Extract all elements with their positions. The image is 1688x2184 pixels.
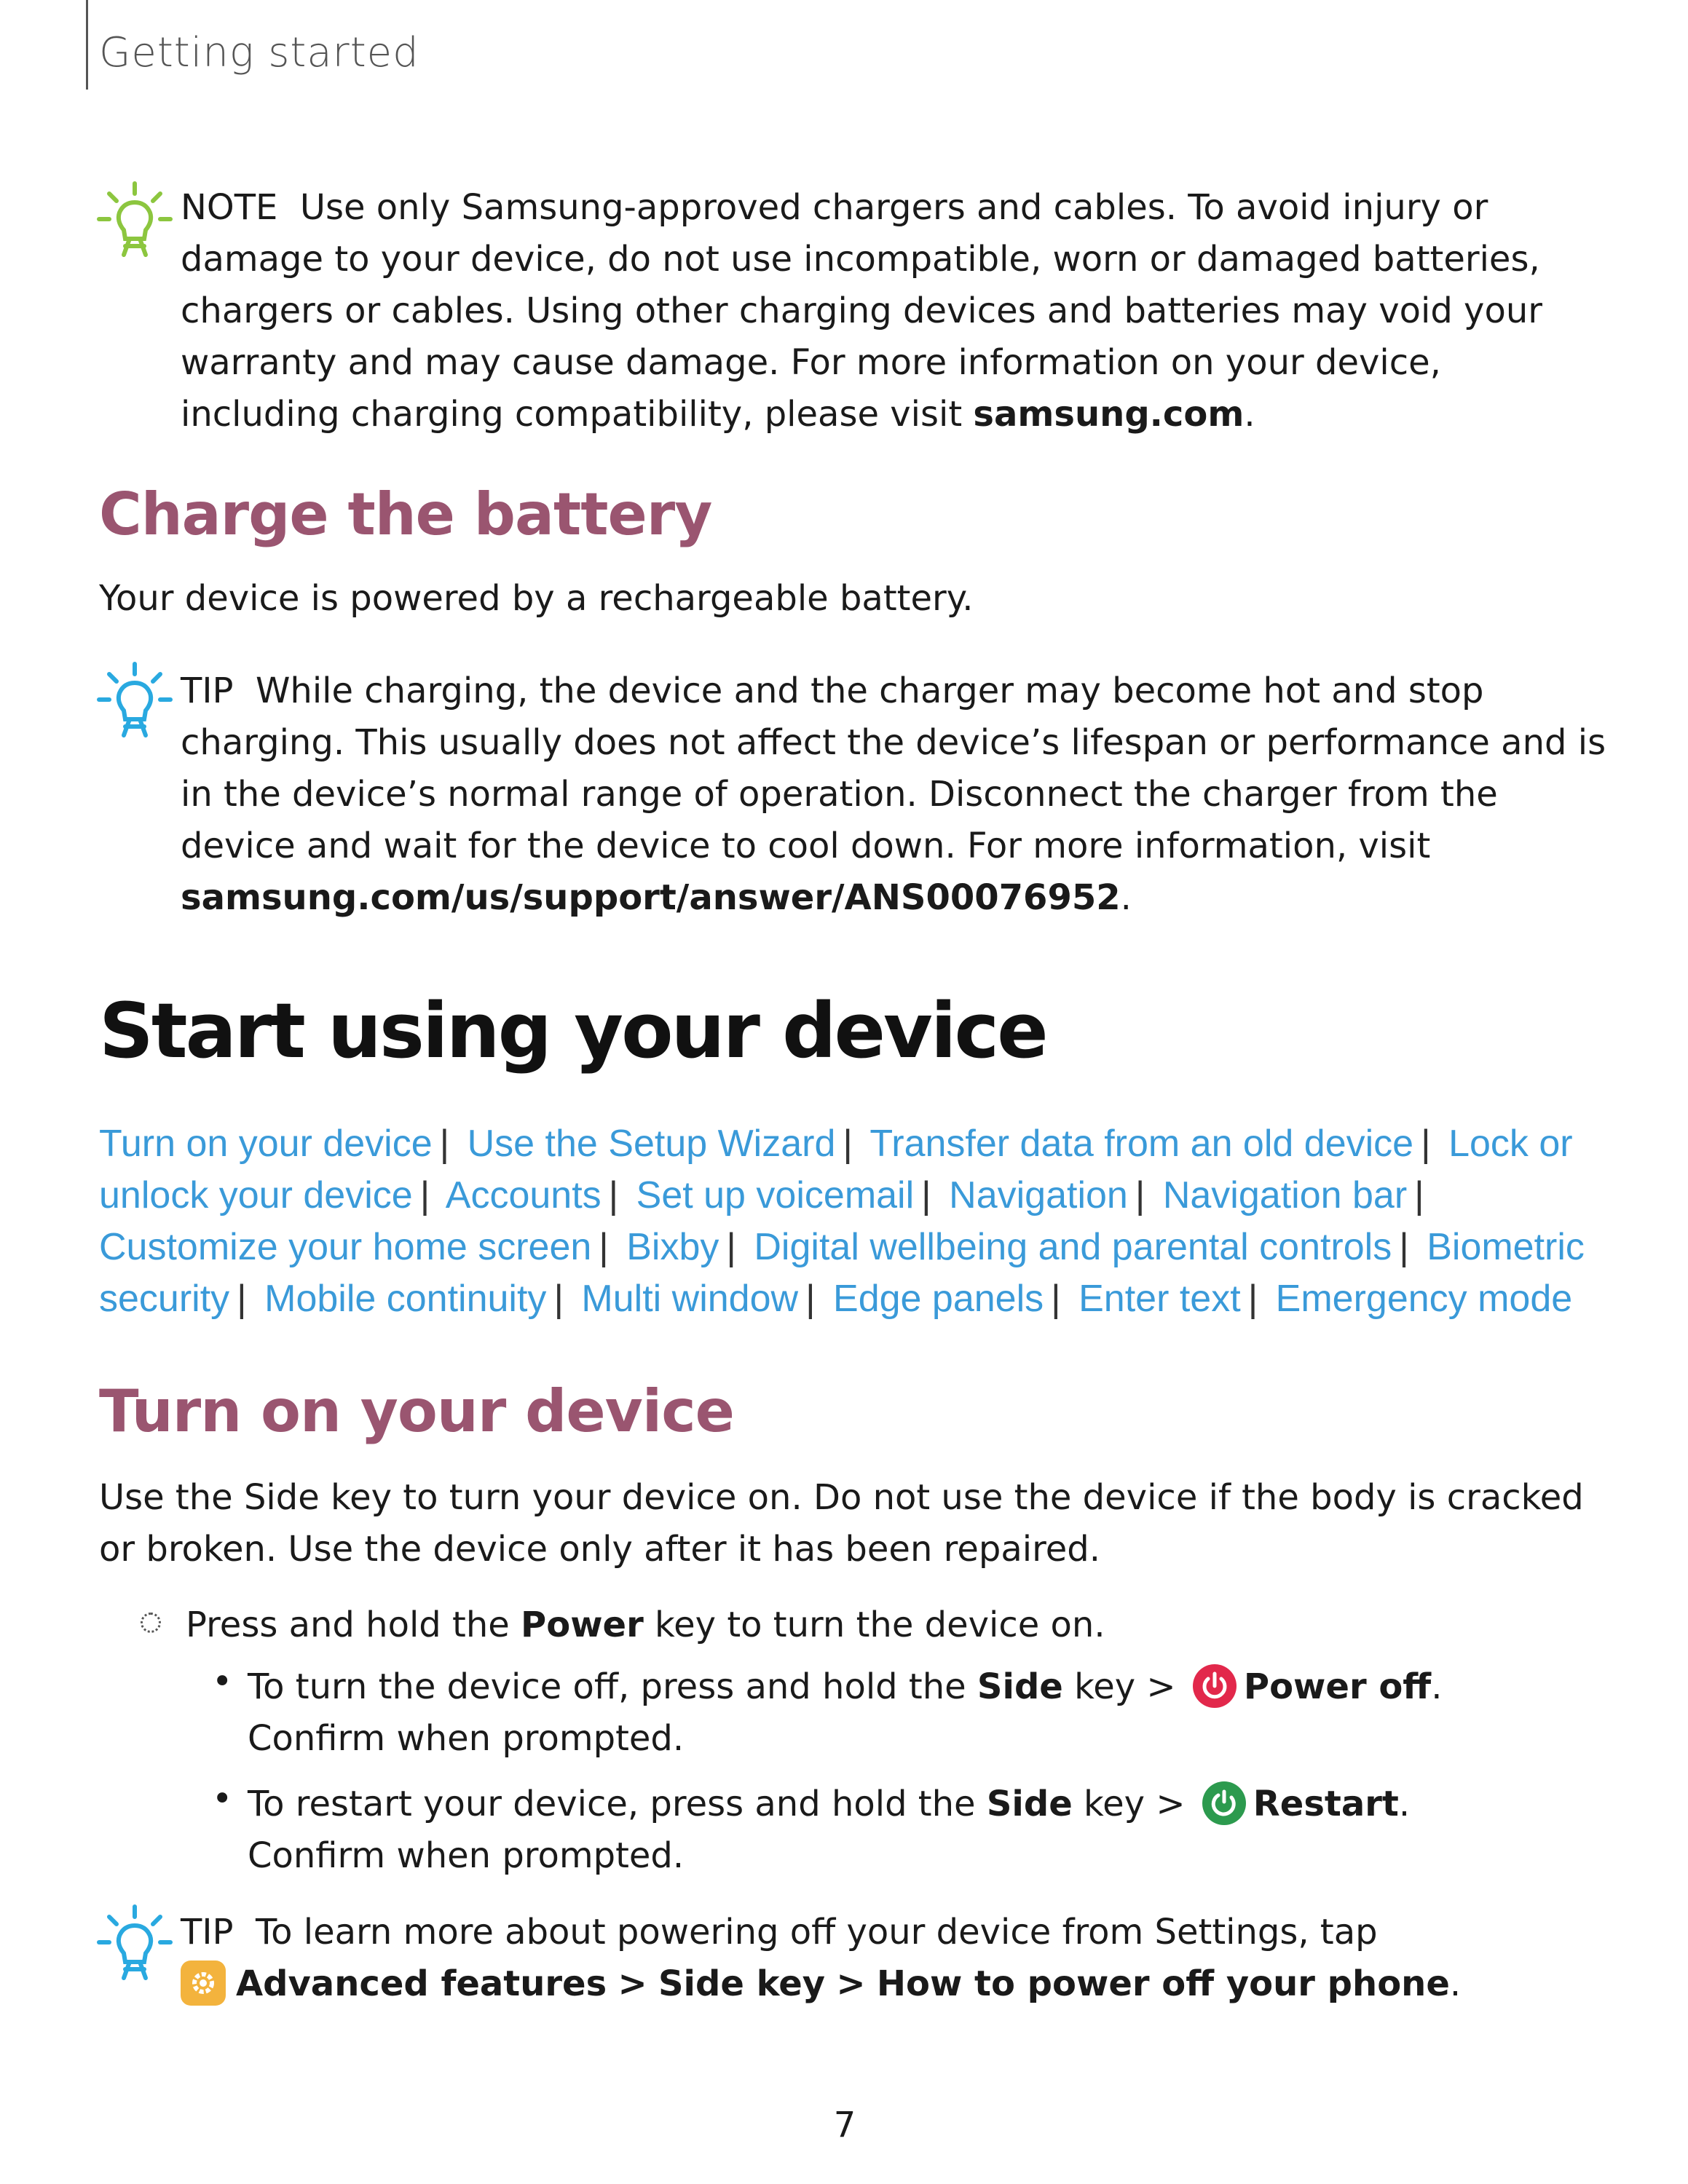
link-navigation[interactable]: Navigation [949,1174,1128,1216]
lightbulb-tip-icon [95,660,175,740]
bullet2-pre: To restart your device, press and hold the [248,1784,976,1824]
tip2-end: . [1449,1963,1462,2004]
bullet-dot: • [212,1661,233,1702]
note-end: . [1244,394,1255,435]
settings-gear-icon [181,1961,226,2006]
link-accounts[interactable]: Accounts [445,1174,602,1216]
tip-end: . [1120,877,1132,918]
advanced-features-label: Advanced features [236,1963,607,2004]
path-separator: > [836,1963,866,2004]
link-mobile-continuity[interactable]: Mobile continuity [264,1278,547,1320]
link-lock-unlock[interactable]: Lock or unlock your device [99,1123,1573,1216]
bullet2-end: . [1398,1784,1411,1824]
restart-label: Restart [1253,1784,1399,1824]
tip-label: TIP [181,670,234,711]
link-multi-window[interactable]: Multi window [581,1278,799,1320]
how-to-power-off-label: How to power off your phone [876,1963,1450,2004]
tip-text: To learn more about powering off your device from Settings, tap [255,1912,1378,1952]
note-label: NOTE [181,187,278,228]
lightbulb-note-icon [95,179,175,259]
tip-paragraph-settings [181,1907,1608,2010]
turn-on-body: Use the Side key to turn your device on. Do not use the device if the body is cracked or broken. Use the device only after it has been repaired. [99,1477,1584,1570]
bullet-power-off [248,1661,1558,1765]
link-biometric[interactable]: Biometric security [99,1226,1585,1320]
link-setup-wizard[interactable]: Use the Setup Wizard [467,1123,836,1165]
step-post: key to turn the device on. [655,1605,1105,1645]
samsung-link[interactable]: samsung.com [973,394,1245,435]
bullet1-confirm: Confirm when prompted. [248,1718,685,1759]
note-text: Use only Samsung-approved chargers and cables. To avoid injury or damage to your device, do not use incompatible, worn or damaged batteries, chargers or cables. Using other charging devices and batteries may void your warranty and may cause damage. For more information on your device, including charging compatibility, please visit [181,187,1542,435]
page-number: 7 [833,2105,856,2145]
link-customize-home[interactable]: Customize your home screen [99,1226,592,1268]
step-bullet [141,1613,161,1633]
header-rule [86,0,88,90]
turn-on-heading: Turn on your device [99,1377,734,1445]
support-link[interactable]: samsung.com/us/support/answer/ANS00076952 [181,877,1121,918]
charge-battery-body: Your device is powered by a rechargeable battery. [99,578,974,619]
bullet1-mid: key > [1074,1666,1176,1707]
link-bixby[interactable]: Bixby [626,1226,719,1268]
side-key-label: Side [977,1666,1063,1707]
side-key-label: Side [986,1784,1073,1824]
tip-label: TIP [181,1912,234,1952]
link-emergency-mode[interactable]: Emergency mode [1275,1278,1573,1320]
bullet1-end: . [1431,1666,1443,1707]
power-key-label: Power [521,1605,644,1645]
link-transfer-data[interactable]: Transfer data from an old device [869,1123,1414,1165]
path-separator: > [618,1963,647,2004]
power-off-label: Power off [1243,1666,1432,1707]
bullet1-pre: To turn the device off, press and hold the [248,1666,966,1707]
step-power [186,1599,1569,1651]
side-key-path-label: Side key [658,1963,826,2004]
restart-icon [1202,1781,1246,1825]
tip-paragraph-charging [181,665,1608,924]
lightbulb-tip-icon [95,1902,175,1982]
link-enter-text[interactable]: Enter text [1078,1278,1241,1320]
power-off-icon [1193,1664,1237,1708]
link-turn-on[interactable]: Turn on your device [99,1123,433,1165]
bullet-restart [248,1779,1558,1882]
start-using-heading: Start using your device [99,986,1046,1075]
link-digital-wellbeing[interactable]: Digital wellbeing and parental controls [754,1226,1392,1268]
topic-links: Turn on your device | Use the Setup Wizard | Transfer data from an old device | Lock or unlock your device | Accounts | Set up voicemail | Navigation | Navigation bar | Customize your home screen | Bixby | Digital wellbeing and parental controls | Biometric security | Mobile continuity | Multi window | Edge panels | Enter text | Emergency mode [99,1123,1585,1320]
bullet2-confirm: Confirm when prompted. [248,1835,685,1876]
step-pre: Press and hold the [186,1605,510,1645]
link-voicemail[interactable]: Set up voicemail [636,1174,915,1216]
note-paragraph [181,182,1608,440]
bullet-dot: • [212,1779,233,1819]
link-edge-panels[interactable]: Edge panels [833,1278,1044,1320]
link-navigation-bar[interactable]: Navigation bar [1162,1174,1408,1216]
charge-battery-heading: Charge the battery [99,480,712,548]
section-header: Getting started [99,29,419,76]
tip-text: While charging, the device and the charger may become hot and stop charging. This usually does not affect the device’s lifespan or performance and is in the device’s normal range of operation. Disconnect the charger from the device and wait for the device to cool down. For more information, visit [181,670,1606,866]
bullet2-mid: key > [1084,1784,1186,1824]
